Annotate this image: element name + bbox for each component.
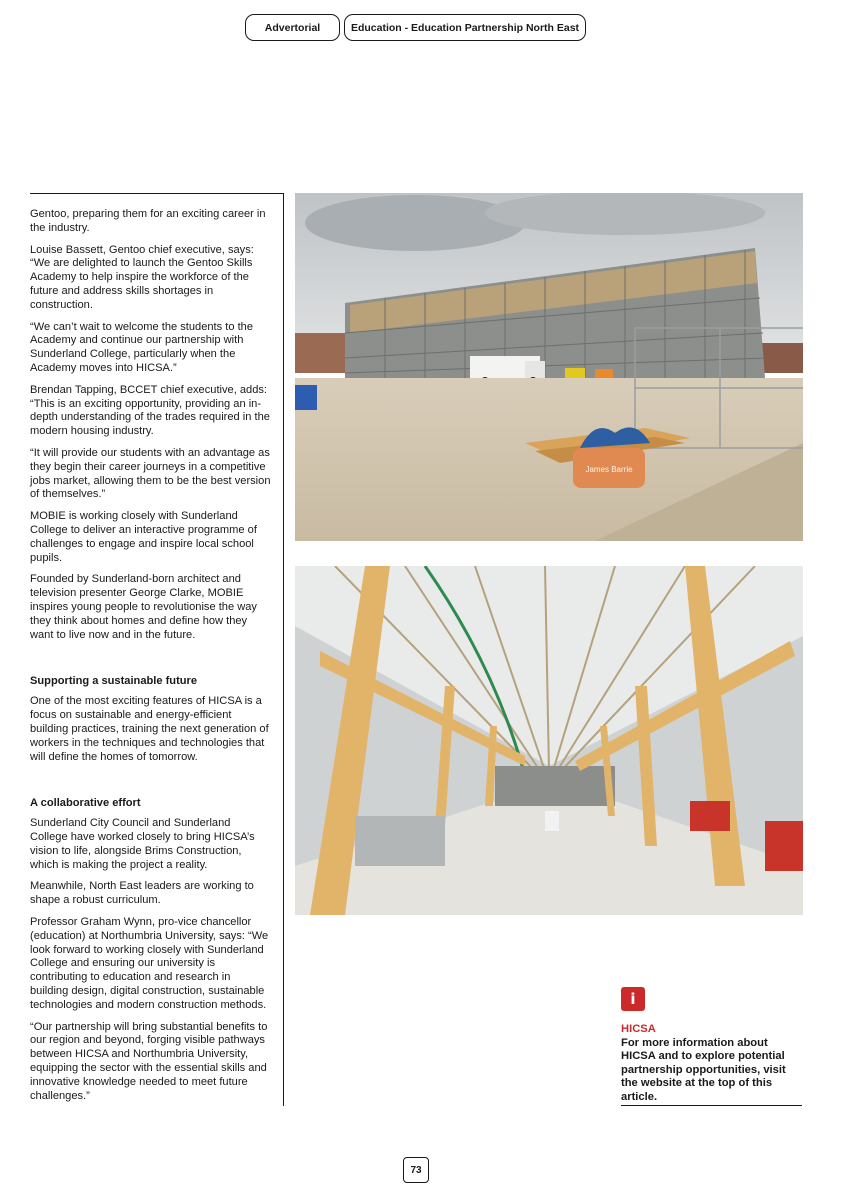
paragraph: Gentoo, preparing them for an exciting career in the industry.	[30, 208, 266, 234]
paragraph: “We can’t wait to welcome the students to the Academy and continue our partnership with Sunderland College, particularly when the Academy moves into HICSA.”	[30, 320, 254, 374]
construction-site-photo	[295, 193, 803, 541]
section-tag: Education - Education Partnership North East	[344, 14, 586, 41]
info-text: For more information about HICSA and to explore potential partnership opportunities, visit the website at the top of this article.	[621, 1036, 786, 1103]
article-column	[30, 194, 284, 1106]
advertorial-tag: Advertorial	[245, 14, 340, 41]
paragraph: Meanwhile, North East leaders are working to shape a robust curriculum.	[30, 880, 254, 907]
paragraph: “Our partnership will bring substantial benefits to our region and beyond, forging visible pathways between HICSA and Northumbria University, equipping the sector with the essential skills and innovative knowledge needed to meet future challenges.”	[30, 1020, 268, 1102]
timber-interior-photo	[295, 566, 803, 915]
paragraph: Louise Bassett, Gentoo chief executive, says: “We are delighted to launch the Gentoo Skills Academy to help inspire the workforce of the future and address skills shortages in construction.	[30, 243, 254, 311]
paragraph: “It will provide our students with an advantage as they begin their career journeys in a competitive jobs market, allowing them to be the best version of themselves.”	[30, 446, 271, 501]
info-rule	[621, 1105, 802, 1106]
info-heading: HICSA	[621, 1023, 656, 1035]
subheading-sustainable: Supporting a sustainable future	[30, 675, 198, 688]
info-box	[621, 987, 802, 1105]
info-icon: i	[621, 987, 645, 1011]
page-number: 73	[403, 1157, 429, 1183]
paragraph: Sunderland City Council and Sunderland College have worked closely to bring HICSA’s vision to life, alongside Brims Construction, which is making the project a reality.	[30, 817, 255, 871]
paragraph: Brendan Tapping, BCCET chief executive, adds: “This is an exciting opportunity, providing an in-depth understanding of the trades required in the modern housing industry.	[30, 383, 270, 438]
subheading-collaborative: A collaborative effort	[30, 797, 141, 810]
paragraph: MOBIE is working closely with Sunderland College to deliver an interactive programme of challenges to engage and inspire local school pupils.	[30, 510, 257, 564]
paragraph: One of the most exciting features of HICSA is a focus on sustainable and energy-efficient building practices, training the next generation of workers in the techniques and technologies that will define the homes of tomorrow.	[30, 695, 269, 763]
bag-label: James Barrie	[585, 465, 633, 474]
paragraph: Professor Graham Wynn, pro-vice chancellor (education) at Northumbria University, says: “We look forward to working closely with Sunderland College and ensuring our university is contributing to education and research in building design, digital construction, sustainable technologies and modern construction methods.	[30, 916, 269, 1011]
paragraph: Founded by Sunderland-born architect and television presenter George Clarke, MOBIE inspires young people to revolutionise the way they think about homes and define how they want to live now and in the future.	[30, 573, 257, 641]
